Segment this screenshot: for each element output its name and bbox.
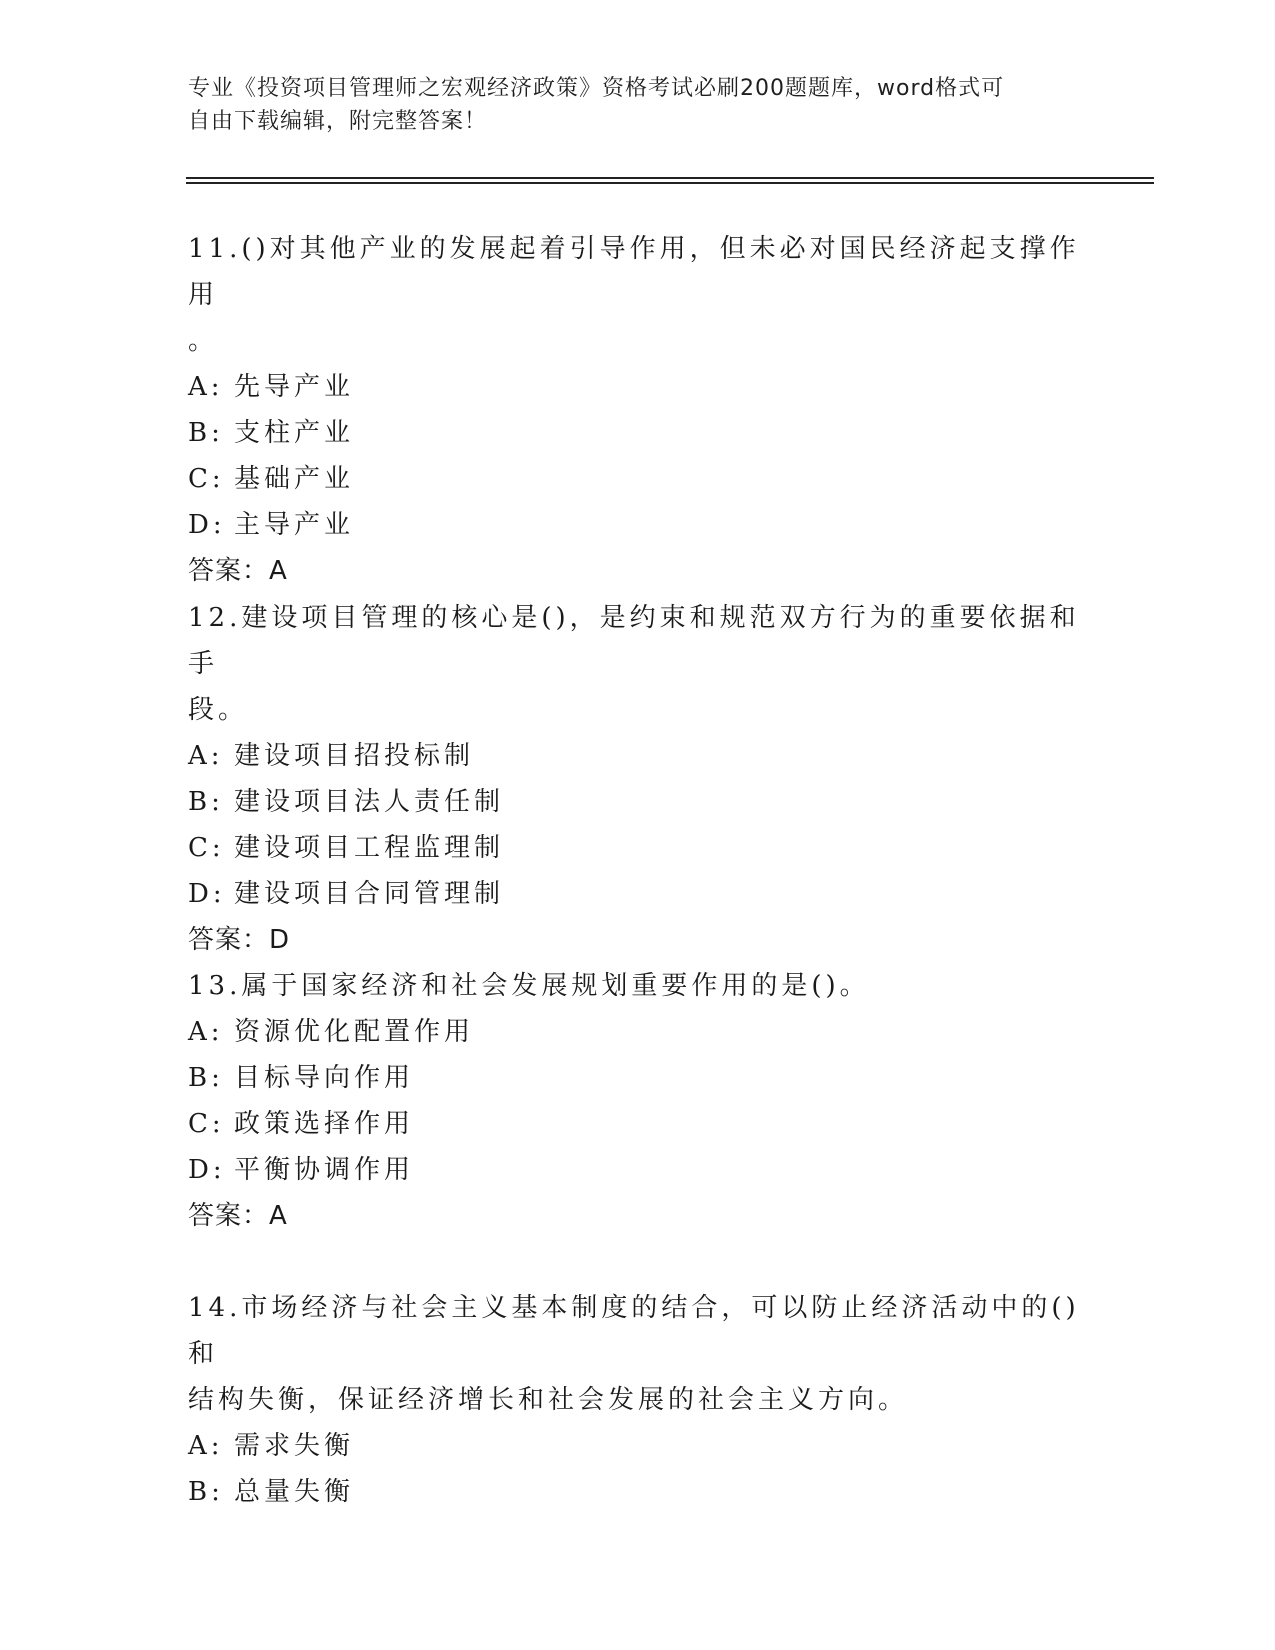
option-text: 目标导向作用 [234,1063,415,1093]
answer-line: 答案：A [188,1201,288,1231]
option-letter: A: [188,372,224,402]
option-letter: D: [188,510,226,540]
option-text: 建设项目工程监理制 [234,833,505,863]
option-letter: D: [188,1155,226,1185]
option-letter: B: [188,787,224,817]
header-divider-bottom [186,182,1154,184]
option-letter: B: [188,418,224,448]
option-b [188,410,1088,456]
option-letter: B: [188,1477,224,1507]
option-text: 需求失衡 [234,1431,355,1461]
option-text: 支柱产业 [234,418,355,448]
answer-line: 答案：A [188,556,288,586]
option-letter: A: [188,741,224,771]
header-line-1: 专业《投资项目管理师之宏观经济政策》资格考试必刷200题题库，word格式可 [188,76,1005,101]
question-text-continued: 段。 [188,695,249,725]
document-header [188,72,1068,138]
option-letter: C: [188,464,225,494]
option-d [188,871,1088,917]
question-text-continued: 。 [188,326,219,356]
option-text: 建设项目合同管理制 [234,879,505,909]
option-text: 政策选择作用 [234,1109,415,1139]
option-a [188,1423,1088,1469]
option-letter: D: [188,879,226,909]
question-text-continued: 结构失衡，保证经济增长和社会发展的社会主义方向。 [188,1385,909,1415]
header-divider-top [186,177,1154,179]
option-letter: B: [188,1063,224,1093]
option-d [188,502,1088,548]
option-text: 先导产业 [234,372,355,402]
header-line-2: 自由下载编辑，附完整答案！ [188,109,488,134]
answer-line: 答案：D [188,925,291,955]
option-b [188,1055,1088,1101]
option-letter: A: [188,1431,224,1461]
option-text: 主导产业 [234,510,355,540]
option-a [188,1009,1088,1055]
option-letter: A: [188,1017,224,1047]
option-a [188,733,1088,779]
option-b [188,779,1088,825]
option-letter: C: [188,833,225,863]
option-a [188,364,1088,410]
option-text: 资源优化配置作用 [234,1017,475,1047]
option-c [188,456,1088,502]
question-text: 11.()对其他产业的发展起着引导作用，但未必对国民经济起支撑作用 [188,234,1080,310]
option-d [188,1147,1088,1193]
question-11 [188,226,1088,594]
option-text: 基础产业 [234,464,355,494]
question-text: 14.市场经济与社会主义基本制度的结合，可以防止经济活动中的()和 [188,1293,1080,1369]
option-letter: C: [188,1109,225,1139]
option-c [188,825,1088,871]
option-text: 建设项目招投标制 [234,741,475,771]
option-c [188,1101,1088,1147]
question-text: 12.建设项目管理的核心是()，是约束和规范双方行为的重要依据和手 [188,603,1080,679]
question-12 [188,595,1088,963]
option-text: 建设项目法人责任制 [234,787,505,817]
question-text: 13.属于国家经济和社会发展规划重要作用的是()。 [188,971,870,1001]
option-text: 平衡协调作用 [234,1155,415,1185]
question-13 [188,963,1088,1239]
option-text: 总量失衡 [234,1477,355,1507]
option-b [188,1469,1088,1515]
question-14 [188,1285,1088,1515]
